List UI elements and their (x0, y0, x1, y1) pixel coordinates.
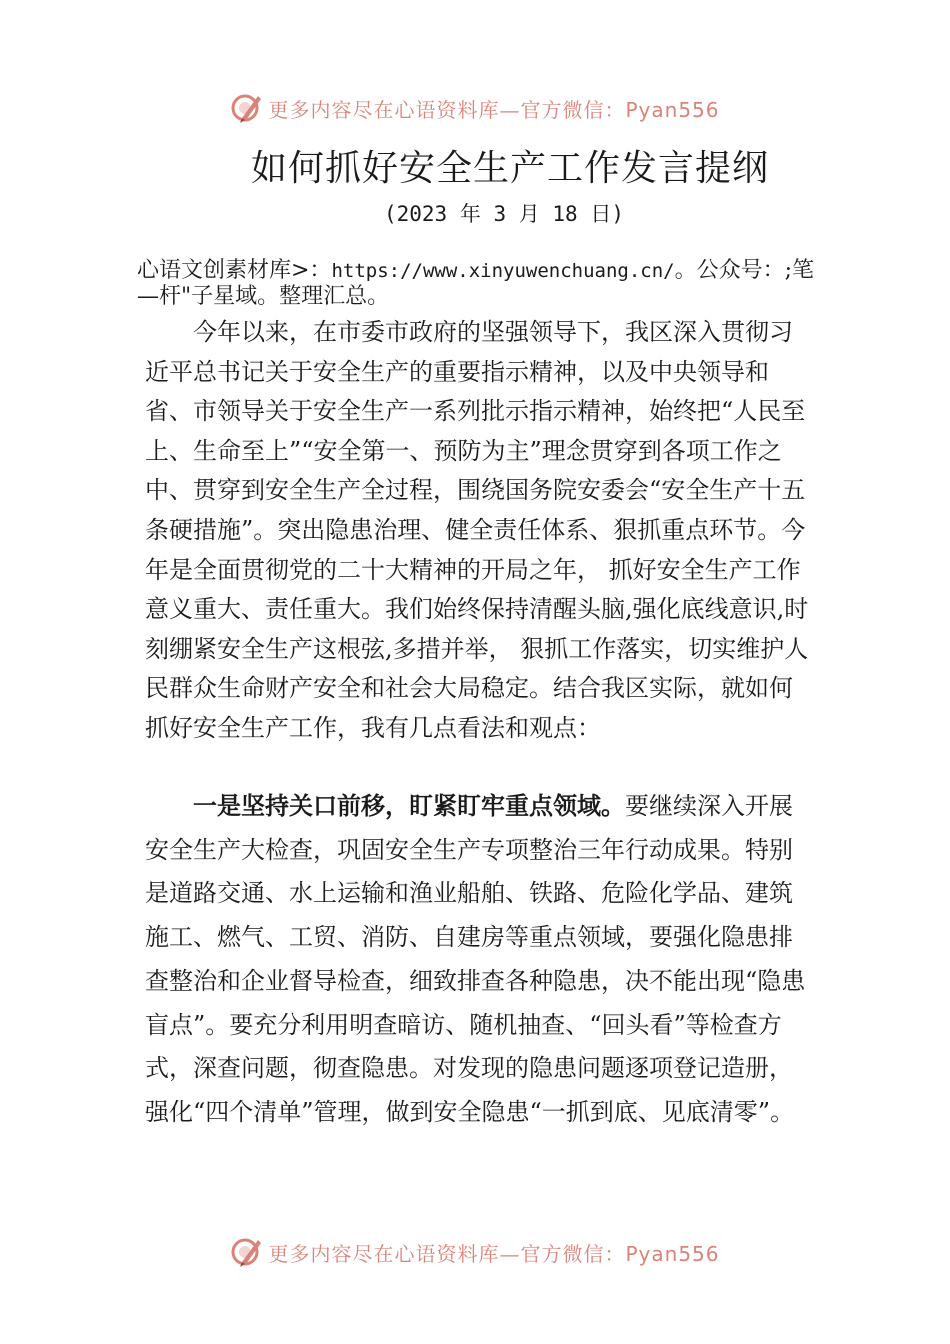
footer-watermark-banner (0, 1232, 950, 1272)
banner-text: 更多内容尽在心语资料库—官方微信： (268, 1241, 626, 1266)
point-one-heading: 一是坚持关口前移，盯紧盯牢重点领域。 (193, 792, 625, 820)
document-title: 如何抓好安全生产工作发言提纲 (250, 148, 769, 189)
header-watermark-banner (0, 88, 950, 128)
wechat-id: Pyan556 (625, 1241, 720, 1266)
paragraph-point-one (145, 785, 810, 1135)
pen-logo-icon (230, 1235, 264, 1269)
pen-logo-icon (230, 91, 264, 125)
source-prefix: 心语文创素材库>： (137, 258, 332, 283)
source-suffix: 。公众号：;笔—杆"子星域。整理汇总。 (137, 258, 815, 309)
point-one-body: 要继续深入开展安全生产大检查，巩固安全生产专项整治三年行动成果。特别是道路交通、水上运输和渔业船舶、铁路、危险化学品、建筑施工、燃气、工贸、消防、自建房等重点领域，要强化隐患排查整治和企业督导检查，细致排查各种隐患，决不能出现“隐患盲点”。要充分利用明查暗访、随机抽查、“回头看”等检查方式，深查问题，彻查隐患。对发现的隐患问题逐项登记造册，强化“四个清单”管理，做到安全隐患“一抓到底、见底清零”。 (145, 792, 806, 1126)
source-url: https://www.xinyuwenchuang.cn/ (331, 260, 675, 282)
document-date: (2023 年 3 月 18 日) (383, 202, 624, 226)
banner-text: 更多内容尽在心语资料库—官方微信： (268, 97, 626, 122)
wechat-id: Pyan556 (625, 97, 720, 122)
paragraph-intro: 今年以来，在市委市政府的坚强领导下，我区深入贯彻习近平总书记关于安全生产的重要指示精神，以及中央领导和省、市领导关于安全生产一系列批示指示精神，始终把“人民至上、生命至上”“安全第一、预防为主”理念贯穿到各项工作之中、贯穿到安全生产全过程，围绕国务院安委会“安全生产十五条硬措施”。突出隐患治理、健全责任体系、狠抓重点环节。今年是全面贯彻党的二十大精神的开局之年， 抓好安全生产工作意义重大、责任重大。我们始终保持清醒头脑,强化底线意识,时刻绷紧安全生产这根弦,多措并举， 狠抓工作落实，切实维护人民群众生命财产安全和社会大局稳定。结合我区实际，就如何抓好安全生产工作，我有几点看法和观点： (145, 318, 809, 742)
source-note (137, 258, 817, 309)
